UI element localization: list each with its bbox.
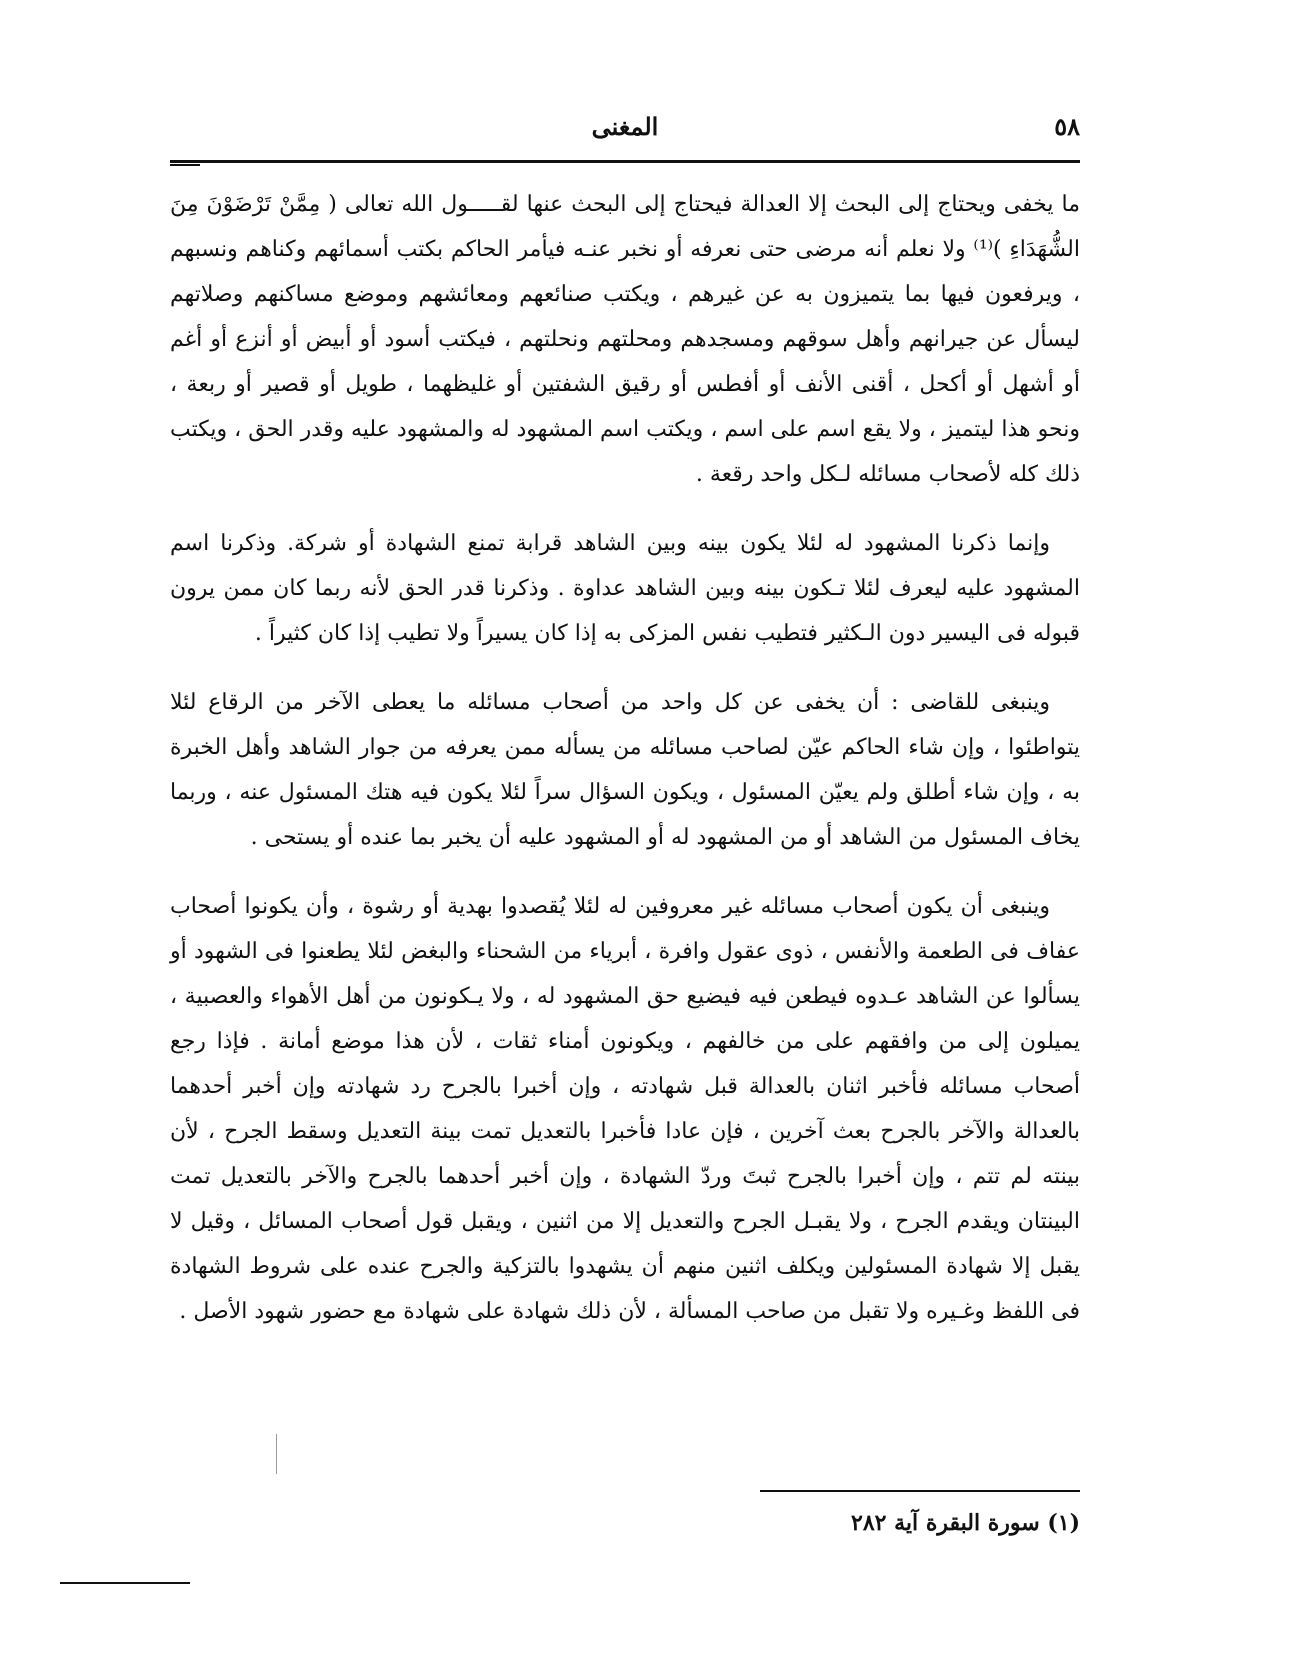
running-title: المغنى bbox=[591, 112, 659, 141]
body-text bbox=[170, 182, 1080, 1358]
paragraph-2: وإنما ذكرنا المشهود له لئلا يكون بينه وبين الشاهد قرابة تمنع الشهادة أو شركة. وذكرنا اسم المشهود عليه ليعرف لئلا تـكون بينه وبين الشاهد عداوة . وذكرنا قدر الحق لأنه ربما كان ممن يرون قبوله فى اليسير دون الـكثير فتطيب نفس المزكى به إذا كان يسيراً ولا تطيب إذا كان كثيراً . bbox=[170, 531, 1080, 646]
page-header bbox=[170, 112, 1080, 152]
footnote-rule bbox=[760, 1490, 1080, 1492]
header-rule bbox=[170, 160, 1080, 163]
paragraph-1: ما يخفى ويحتاج إلى البحث إلا العدالة فيحتاج إلى البحث عنها لقـــــول الله تعالى ( مِمَّنْ تَرْضَوْنَ مِنَ الشُّهَدَاءِ )⁽¹⁾ ولا نعلم أنه مرضى حتى نعرفه أو نخبر عنـه فيأمر الحاكم بكتب أسمائهم وكناهم ونسبهم ، ويرفعون فيها بما يتميزون به عن غيرهم ، ويكتب صنائعهم ومعائشهم وموضع مساكنهم وصلاتهم ليسأل عن جيرانهم وأهل سوقهم ومسجدهم ومحلتهم ونحلتهم ، فيكتب أسود أو أبيض أو أنزع أو أغم أو أشهل أو أكحل ، أقنى الأنف أو أفطس أو رقيق الشفتين أو غليظهما ، طويل أو قصير أو ربعة ، ونحو هذا ليتميز ، ولا يقع اسم على اسم ، ويكتب اسم المشهود له والمشهود عليه وقدر الحق ، ويكتب ذلك كله لأصحاب مسائله لـكل واحد رقعة . bbox=[170, 192, 1081, 487]
center-tick-mark bbox=[276, 1434, 277, 1474]
paragraph-3: وينبغى للقاضى : أن يخفى عن كل واحد من أصحاب مسائله ما يعطى الآخر من الرقاع لئلا يتواطئوا ، وإن شاء الحاكم عيّن لصاحب مسائله من يسأله ممن يعرفه من جوار الشاهد وأهل الخبرة به ، وإن شاء أطلق ولم يعيّن المسئول ، ويكون السؤال سراً لئلا يكون فيه هتك المسئول عنه ، وربما يخاف المسئول من الشاهد أو من المشهود له أو المشهود عليه أن يخبر بما عنده أو يستحى . bbox=[170, 690, 1080, 850]
paragraph-4: وينبغى أن يكون أصحاب مسائله غير معروفين له لئلا يُقصدوا بهدية أو رشوة ، وأن يكونوا أصحاب عفاف فى الطعمة والأنفس ، ذوى عقول وافرة ، أبرياء من الشحناء والبغض لئلا يطعنوا فى الشهود أو يسألوا عن الشاهد عـدوه فيطعن فيه فيضيع حق المشهود له ، ولا يـكونون من أهل الأهواء والعصبية ، يميلون إلى من وافقهم على من خالفهم ، ويكونون أمناء ثقات ، لأن هذا موضع أمانة . فإذا رجع أصحاب مسائله فأخبر اثنان بالعدالة قبل شهادته ، وإن أخبرا بالجرح رد شهادته وإن أخبر أحدهما بالعدالة والآخر بالجرح بعث آخرين ، فإن عادا فأخبرا بالتعديل تمت بينة التعديل وسقط الجرح ، لأن بينته لم تتم ، وإن أخبرا بالجرح ثبتَ وردّ الشهادة ، وإن أخبر أحدهما بالجرح والآخر بالتعديل تمت البينتان ويقدم الجرح ، ولا يقبـل الجرح والتعديل إلا من اثنين ، ويقبل قول أصحاب المسائل ، وقيل لا يقبل إلا شهادة المسئولين ويكلف اثنين منهم أن يشهدوا بالتزكية والجرح عنده على شروط الشهادة فى اللفظ وغـيره ولا تقبل من صاحب المسألة ، لأن ذلك شهادة على شهادة مع حضور شهود الأصل . bbox=[170, 894, 1080, 1324]
page-number: ٥٨ bbox=[1054, 112, 1080, 141]
header-rule-fleck bbox=[170, 164, 200, 166]
footnote: (١) سورة البقرة آية ٢٨٢ bbox=[851, 1510, 1080, 1536]
bottom-margin-rule bbox=[60, 1582, 190, 1584]
